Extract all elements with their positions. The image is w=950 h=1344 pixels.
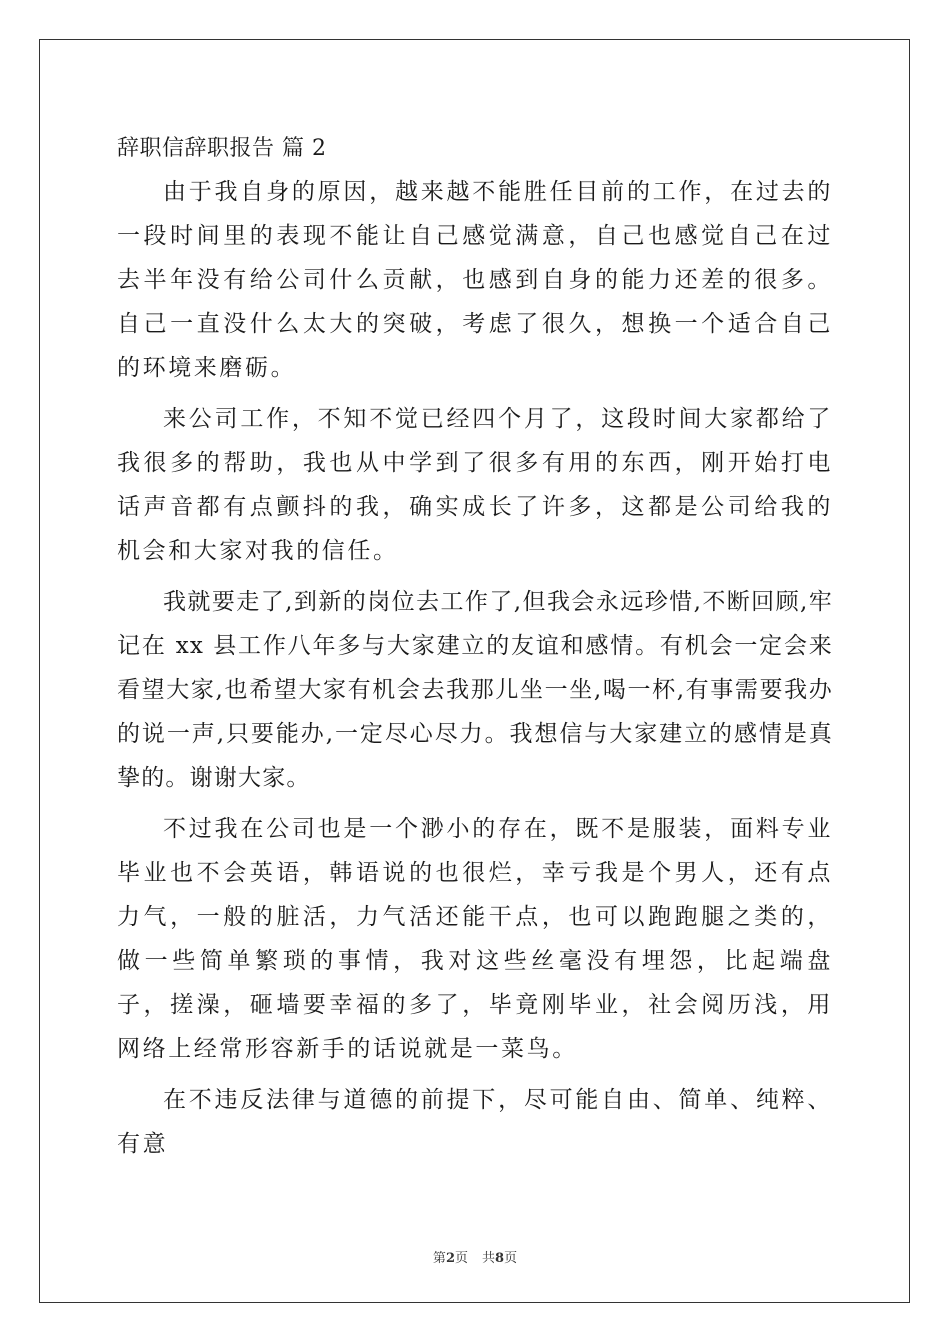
paragraph-1: 由于我自身的原因，越来越不能胜任目前的工作，在过去的一段时间里的表现不能让自己感觉满意，自己也感觉自己在过去半年没有给公司什么贡献，也感到自身的能力还差的很多。自己一直没什么太大的突破，考虑了很久，想换一个适合自己的环境来磨砺。 — [117, 179, 833, 381]
document-body — [117, 128, 833, 1173]
total-pages-label: 共8页 — [482, 1251, 518, 1266]
paragraph-4: 不过我在公司也是一个渺小的存在，既不是服装，面料专业毕业也不会英语，韩语说的也很烂，幸亏我是个男人，还有点力气，一般的脏活，力气活还能干点，也可以跑跑腿之类的，做一些简单繁琐的事情，我对这些丝毫没有埋怨，比起端盘子，搓澡，砸墙要幸福的多了，毕竟刚毕业，社会阅历浅，用网络上经常形容新手的话说就是一菜鸟。 — [117, 816, 833, 1062]
paragraph-3: 我就要走了,到新的岗位去工作了,但我会永远珍惜,不断回顾,牢记在 xx 县工作八年多与大家建立的友谊和感情。有机会一定会来看望大家,也希望大家有机会去我那儿坐一坐,喝一杯,有事需要我办的说一声,只要能办,一定尽心尽力。我想信与大家建立的感情是真挚的。谢谢大家。 — [117, 589, 833, 791]
page-footer — [0, 1247, 950, 1266]
paragraph-2: 来公司工作，不知不觉已经四个月了，这段时间大家都给了我很多的帮助，我也从中学到了很多有用的东西，刚开始打电话声音都有点颤抖的我，确实成长了许多，这都是公司给我的机会和大家对我的信任。 — [117, 406, 833, 564]
paragraph-5: 在不违反法律与道德的前提下，尽可能自由、简单、纯粹、有意 — [117, 1087, 833, 1157]
page-number-label: 第2页 — [432, 1251, 468, 1266]
document-title: 辞职信辞职报告 篇 2 — [117, 136, 327, 161]
